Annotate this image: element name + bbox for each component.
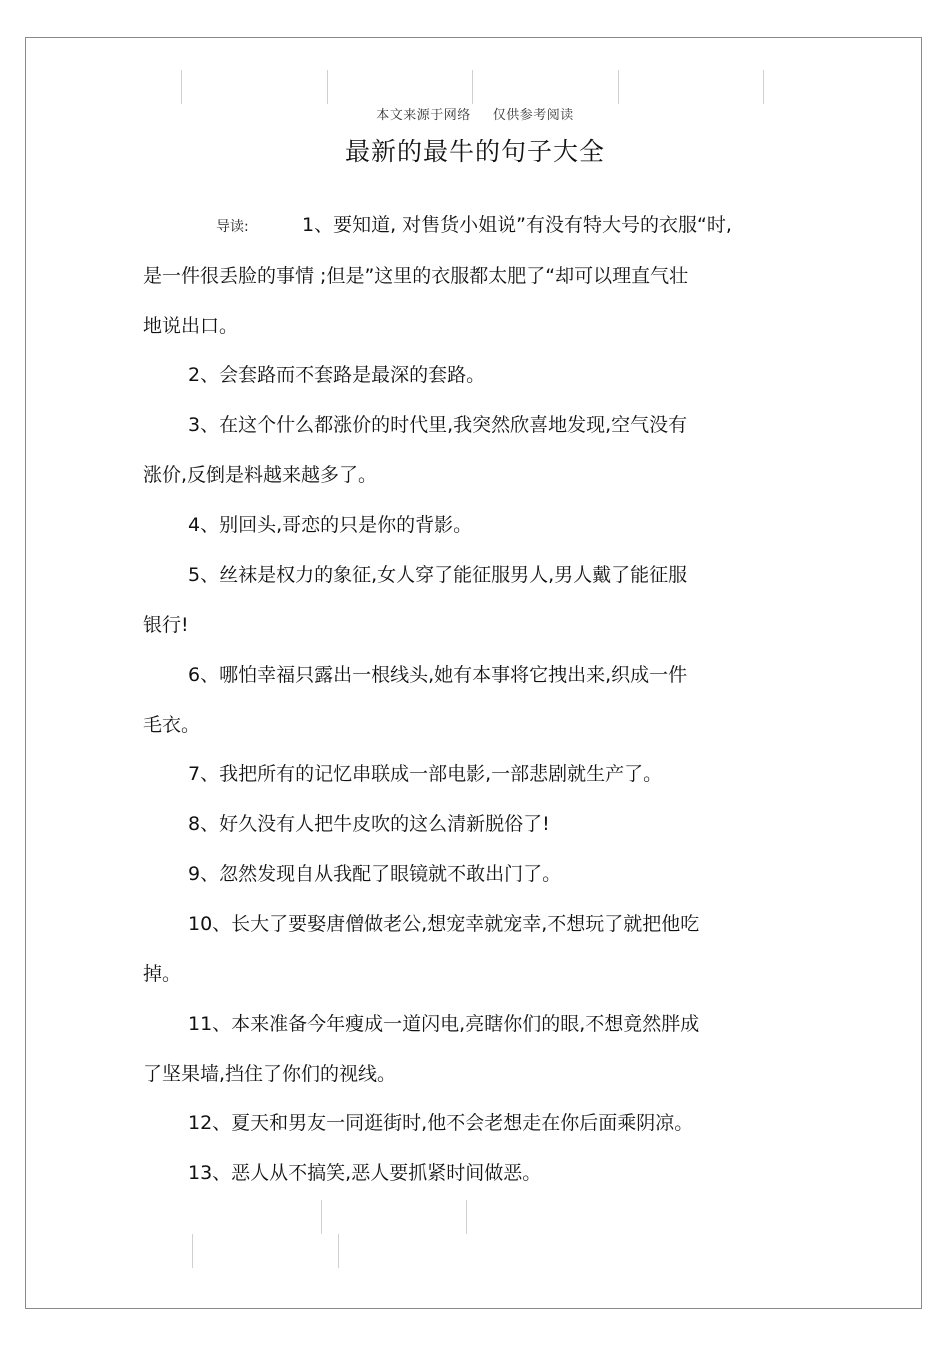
bottom-tick-mark (192, 1234, 193, 1268)
top-tick-mark (472, 70, 473, 104)
body-line: 涨价,反倒是料越来越多了。 (143, 464, 378, 486)
body-line: 掉。 (143, 963, 182, 985)
body-line: 地说出口。 (143, 315, 239, 337)
top-tick-mark (181, 70, 182, 104)
bottom-tick-mark (466, 1200, 467, 1234)
body-line: 13、恶人从不搞笑,恶人要抓紧时间做恶。 (188, 1162, 542, 1184)
body-line: 12、夏天和男友一同逛街时,他不会老想走在你后面乘阴凉。 (188, 1112, 694, 1134)
source-note (0, 104, 950, 123)
body-line: 是一件很丢脸的事情 ;但是”这里的衣服都太肥了“却可以理直气壮 (143, 265, 689, 287)
body-line: 毛衣。 (143, 714, 201, 736)
body-line: 7、我把所有的记忆串联成一部电影,一部悲剧就生产了。 (188, 763, 663, 785)
top-tick-mark (618, 70, 619, 104)
body-line: 银行! (143, 614, 189, 636)
body-line: 5、丝袜是权力的象征,女人穿了能征服男人,男人戴了能征服 (188, 564, 688, 586)
source-note-text: 本文来源于网络 (376, 108, 471, 123)
top-tick-mark (327, 70, 328, 104)
document-title: 最新的最牛的句子大全 (344, 137, 605, 166)
body-line: 8、好久没有人把牛皮吹的这么清新脱俗了! (188, 813, 550, 835)
top-tick-mark (763, 70, 764, 104)
body-line: 11、本来准备今年瘦成一道闪电,亮瞎你们的眼,不想竟然胖成 (188, 1013, 700, 1035)
body-line: 4、别回头,哥恋的只是你的背影。 (188, 514, 473, 536)
body-line: 3、在这个什么都涨价的时代里,我突然欣喜地发现,空气没有 (188, 414, 688, 436)
body-line: 9、忽然发现自从我配了眼镜就不敢出门了。 (188, 863, 562, 885)
lead-label: 导读: (216, 219, 249, 235)
body-line: 6、哪怕幸福只露出一根线头,她有本事将它拽出来,织成一件 (188, 664, 688, 686)
bottom-tick-mark (321, 1200, 322, 1234)
body-line: 了坚果墙,挡住了你们的视线。 (143, 1063, 397, 1085)
body-line: 10、长大了要娶唐僧做老公,想宠幸就宠幸,不想玩了就把他吃 (188, 913, 700, 935)
body-line: 1、要知道, 对售货小姐说”有没有特大号的衣服“时, (302, 214, 732, 236)
bottom-tick-mark (338, 1234, 339, 1268)
body-line: 2、会套路而不套路是最深的套路。 (188, 364, 486, 386)
reference-note-text: 仅供参考阅读 (492, 108, 574, 123)
